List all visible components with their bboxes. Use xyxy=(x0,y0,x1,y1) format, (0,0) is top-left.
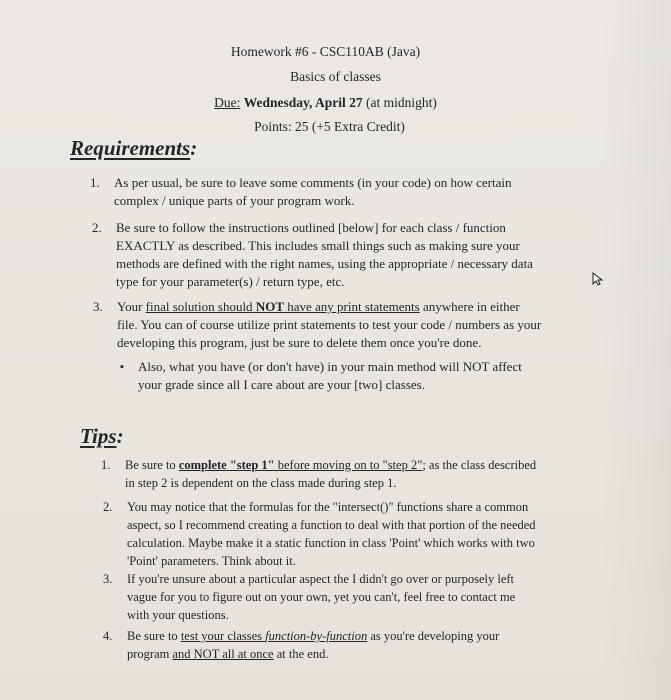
text-segment: Your xyxy=(117,299,146,314)
due-label: Due: xyxy=(214,95,241,110)
text-segment: Be sure to xyxy=(125,458,179,472)
requirement-line: developing this program, just be sure to delete them once you're done. xyxy=(117,335,482,350)
tips-title: Tips xyxy=(80,424,117,448)
underlined-text: final solution should xyxy=(145,299,256,314)
tip-number: 2. xyxy=(103,500,113,514)
underlined-text: before moving on to "step 2" xyxy=(274,458,423,472)
bullet-icon: ▪ xyxy=(120,361,124,373)
due-value: Wednesday, April 27 xyxy=(243,95,363,110)
requirements-title: Requirements xyxy=(70,136,191,160)
bold-underlined-text: NOT xyxy=(255,299,284,314)
tip-line: 'Point' parameters. Think about it. xyxy=(127,554,296,568)
requirement-line: complex / unique parts of your program work. xyxy=(114,193,355,208)
requirement-line: Be sure to follow the instructions outlined [below] for each class / function xyxy=(116,220,506,235)
requirement-line: As per usual, be sure to leave some comments (in your code) on how certain xyxy=(114,175,512,190)
underlined-text: test your classes xyxy=(180,629,266,643)
requirement-number: 2. xyxy=(92,220,102,235)
requirements-colon: : xyxy=(190,136,198,160)
underlined-text: have any print statements xyxy=(283,299,420,314)
tip-line: calculation. Maybe make it a static function in class 'Point' which works with two xyxy=(127,536,535,550)
requirements-heading xyxy=(70,136,197,161)
tip-number: 1. xyxy=(101,458,111,472)
mouse-pointer-icon xyxy=(592,272,604,291)
requirement-line: file. You can of course utilize print statements to test your code / numbers as your xyxy=(117,317,542,332)
tip-line: You may notice that the formulas for the "intersect()" functions share a common xyxy=(127,500,529,514)
tip-line: If you're unsure about a particular aspect the I didn't go over or purposely left xyxy=(127,572,515,586)
tip-line: with your questions. xyxy=(127,608,229,622)
text-segment: program xyxy=(127,647,173,661)
underlined-italic-text: function-by-function xyxy=(265,629,368,643)
requirement-line: methods are defined with the right names, using the appropriate / necessary data xyxy=(116,256,533,271)
points-line: Points: 25 (+5 Extra Credit) xyxy=(254,119,405,134)
bold-underlined-text: complete "step 1" xyxy=(178,458,275,472)
tip-line xyxy=(125,456,536,474)
due-suffix: (at midnight) xyxy=(362,95,437,110)
text-segment: ; as the class described xyxy=(422,458,537,472)
underlined-text: and NOT all at once xyxy=(172,647,274,661)
text-segment: at the end. xyxy=(273,647,329,661)
tips-heading xyxy=(80,424,124,449)
bullet-line: Also, what you have (or don't have) in your main method will NOT affect xyxy=(138,359,522,374)
requirement-line: EXACTLY as described. This includes small things such as making sure your xyxy=(116,238,520,253)
tip-line: aspect, so I recommend creating a function to deal with that portion of the needed xyxy=(127,518,536,532)
tip-line: vague for you to figure out on your own, yet you can't, feel free to contact me xyxy=(127,590,516,604)
homework-subtitle: Basics of classes xyxy=(290,69,381,84)
tips-colon: : xyxy=(116,424,124,448)
requirement-line: type for your parameter(s) / return type, etc. xyxy=(116,274,345,289)
requirement-number: 3. xyxy=(93,299,103,314)
tip-line: in step 2 is dependent on the class made during step 1. xyxy=(125,476,397,490)
tip-number: 4. xyxy=(103,629,113,643)
homework-title: Homework #6 - CSC110AB (Java) xyxy=(230,44,421,59)
bullet-line: your grade since all I care about are your [two] classes. xyxy=(138,377,425,392)
text-segment: as you're developing your xyxy=(367,629,500,643)
text-segment: anywhere in either xyxy=(419,299,520,314)
tip-line xyxy=(127,645,499,663)
tip-number: 3. xyxy=(103,572,113,586)
tip-line xyxy=(127,627,499,645)
requirement-line xyxy=(117,298,541,316)
text-segment: Be sure to xyxy=(127,629,181,643)
requirement-number: 1. xyxy=(90,175,100,190)
due-date-line xyxy=(0,95,661,111)
